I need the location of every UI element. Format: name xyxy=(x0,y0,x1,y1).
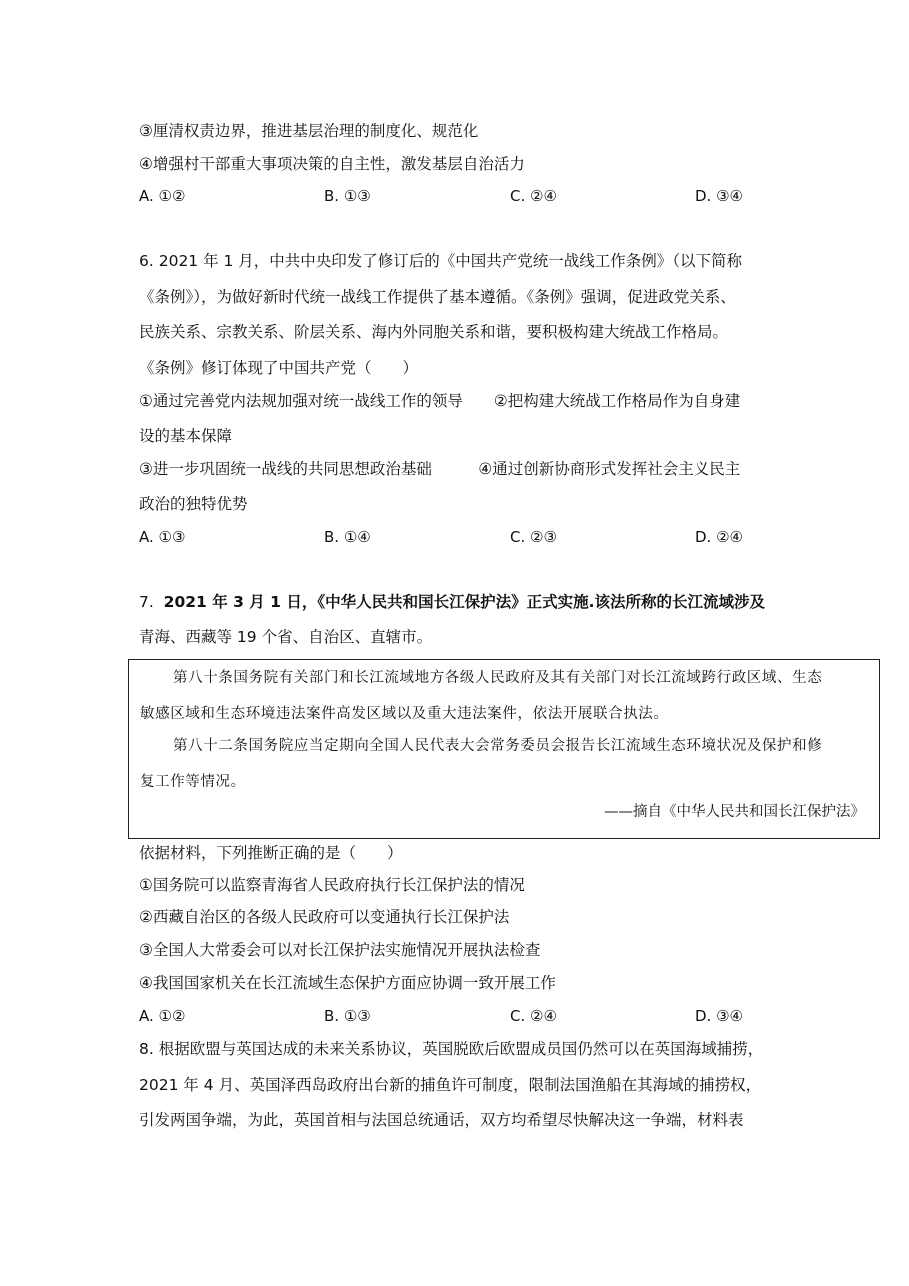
q7-number: 7. xyxy=(139,593,154,611)
q5-item-3: ③厘清权责边界，推进基层治理的制度化、规范化 xyxy=(139,122,479,140)
q7-question: 依据材料，下列推断正确的是（ ） xyxy=(139,844,403,862)
q6-option-a: A. ①③ xyxy=(139,528,186,546)
q7-item-4: ④我国国家机关在长江流域生态保护方面应协调一致开展工作 xyxy=(139,974,556,992)
q5-option-d: D. ③④ xyxy=(695,187,743,205)
q7-option-d: D. ③④ xyxy=(695,1007,743,1025)
q7-option-c: C. ②④ xyxy=(510,1007,557,1025)
q5-item-4: ④增强村干部重大事项决策的自主性，激发基层自治活力 xyxy=(139,155,525,173)
article-80-line-2: 敏感区域和生态环境违法案件高发区域以及重大违法案件，依法开展联合执法。 xyxy=(140,706,669,722)
q6-stem-line: 民族关系、宗教关系、阶层关系、海内外同胞关系和谐，要积极构建大统战工作格局。 xyxy=(139,323,729,341)
q6-stem-line: 《条例》），为做好新时代统一战线工作提供了基本遵循。《条例》强调，促进政党关系、 xyxy=(139,288,736,306)
q6-stem-line: 6. 2021 年 1 月，中共中央印发了修订后的《中国共产党统一战线工作条例》（以下简称 xyxy=(139,252,743,270)
q7-intro-line-2: 青海、西藏等 19 个省、自治区、直辖市。 xyxy=(139,628,433,646)
article-82-line-2: 复工作等情况。 xyxy=(140,774,246,790)
material-source: ——摘自《中华人民共和国长江保护法》 xyxy=(604,804,865,820)
q7-material-box xyxy=(128,659,880,839)
q6-item-line: ①通过完善党内法规加强对统一战线工作的领导 ②把构建大统战工作格局作为自身建 xyxy=(139,392,741,410)
q7-option-a: A. ①② xyxy=(139,1007,186,1025)
article-80-line-1: 第八十条国务院有关部门和长江流域地方各级人民政府及其有关部门对长江流域跨行政区域、生态 xyxy=(173,670,823,686)
q8-stem-line: 2021 年 4 月、英国泽西岛政府出台新的捕鱼许可制度，限制法国渔船在其海域的捕捞权， xyxy=(139,1076,762,1094)
q5-option-a: A. ①② xyxy=(139,187,186,205)
q8-stem-line: 8. 根据欧盟与英国达成的未来关系协议，英国脱欧后欧盟成员国仍然可以在英国海域捕捞， xyxy=(139,1040,764,1058)
q7-option-b: B. ①③ xyxy=(324,1007,371,1025)
q7-intro-text: 2021 年 3 月 1 日，《中华人民共和国长江保护法》正式实施.该法所称的长江流域涉及 xyxy=(163,593,765,611)
q6-item-line: ③进一步巩固统一战线的共同思想政治基础 ④通过创新协商形式发挥社会主义民主 xyxy=(139,460,741,478)
q5-option-b: B. ①③ xyxy=(324,187,371,205)
q6-option-b: B. ①④ xyxy=(324,528,371,546)
q6-option-d: D. ②④ xyxy=(695,528,743,546)
q7-item-2: ②西藏自治区的各级人民政府可以变通执行长江保护法 xyxy=(139,908,510,926)
q7-item-1: ①国务院可以监察青海省人民政府执行长江保护法的情况 xyxy=(139,876,525,894)
q5-option-c: C. ②④ xyxy=(510,187,557,205)
q6-option-c: C. ②③ xyxy=(510,528,557,546)
q7-item-3: ③全国人大常委会可以对长江保护法实施情况开展执法检查 xyxy=(139,941,541,959)
q6-item-line: 政治的独特优势 xyxy=(139,495,248,513)
q7-intro-line-1 xyxy=(139,592,765,612)
q6-question-line: 《条例》修订体现了中国共产党（ ） xyxy=(139,359,419,377)
article-82-line-1: 第八十二条国务院应当定期向全国人民代表大会常务委员会报告长江流域生态环境状况及保护和修 xyxy=(173,738,823,754)
q8-stem-line: 引发两国争端，为此，英国首相与法国总统通话，双方均希望尽快解决这一争端，材料表 xyxy=(139,1111,744,1129)
q6-item-line: 设的基本保障 xyxy=(139,427,233,445)
